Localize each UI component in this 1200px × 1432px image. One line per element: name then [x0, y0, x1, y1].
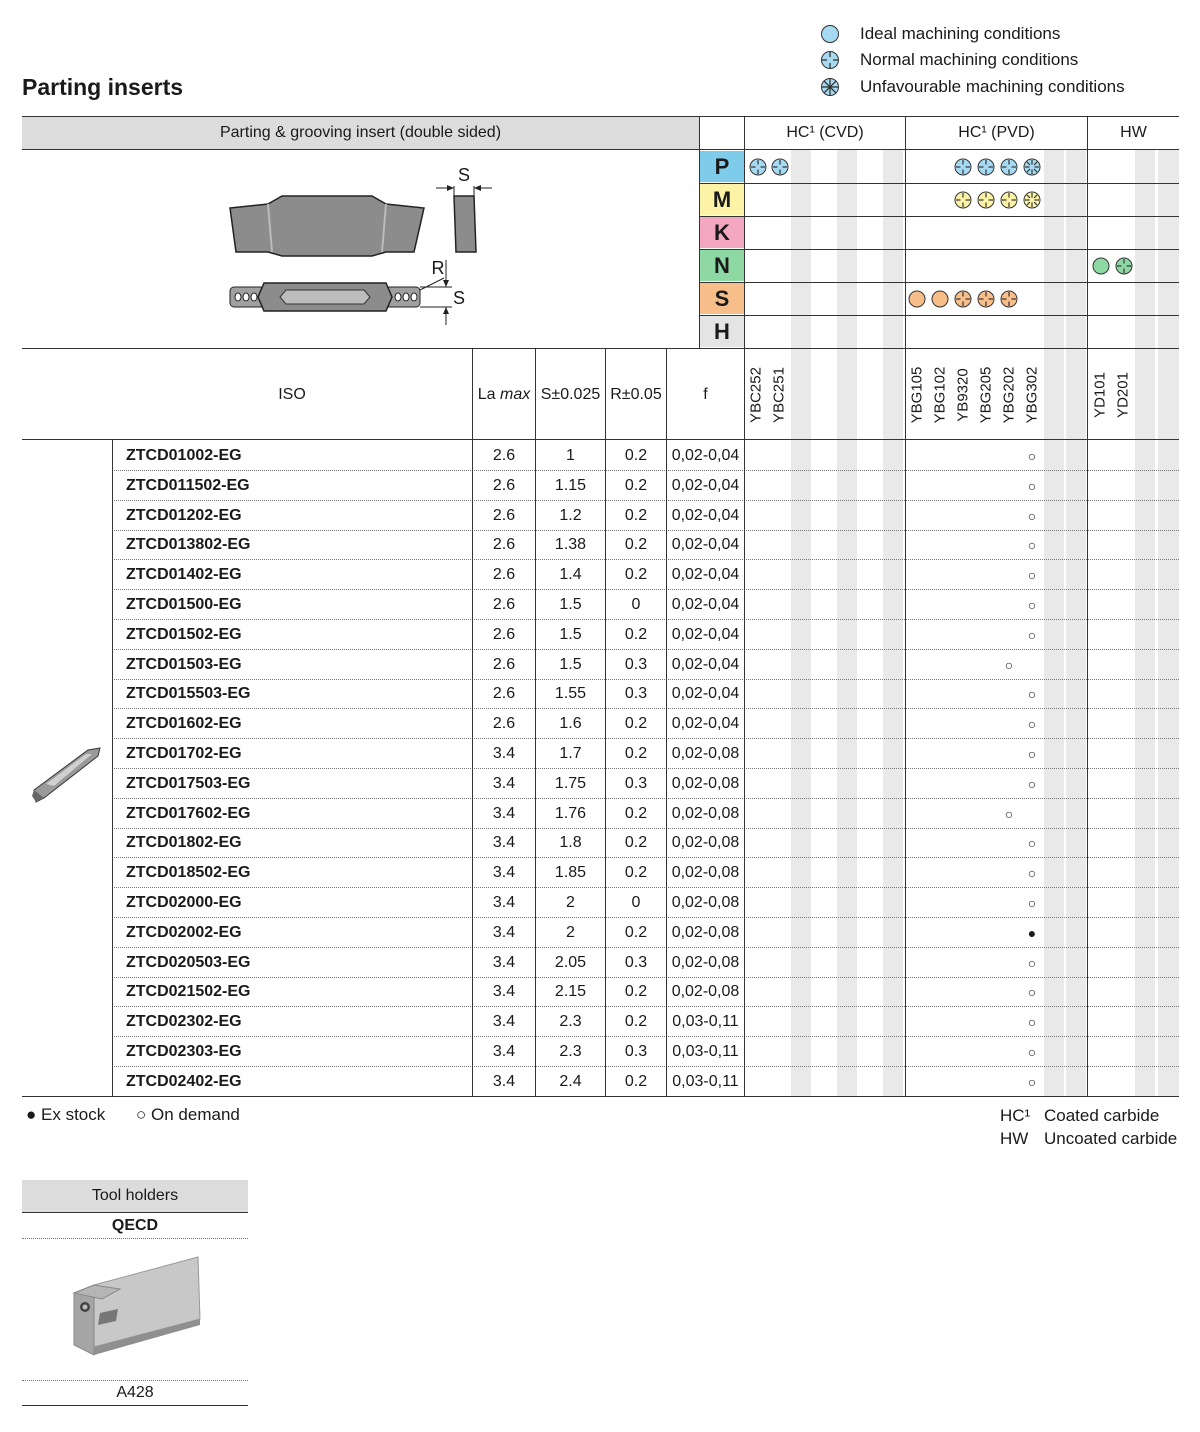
row-r: 0.3: [624, 953, 648, 971]
row-r: 0.2: [624, 745, 648, 762]
table-row: [22, 1067, 1179, 1097]
on-demand-mark: ○: [1027, 537, 1037, 554]
row-s: 2: [566, 923, 575, 941]
row-iso: ZTCD02302-EG: [126, 1013, 242, 1031]
table-row: [22, 590, 1179, 620]
vline-pvd: [905, 116, 906, 1097]
row-f: 0,03-0,11: [672, 1013, 739, 1031]
row-f: 0,02-0,04: [671, 476, 740, 494]
row-s: 1.2: [559, 506, 582, 524]
row-s: 1: [566, 447, 575, 464]
grade-header-ybg302: [1022, 352, 1042, 438]
vline-f: [666, 349, 667, 1097]
normal-condition-icon: [1114, 256, 1134, 276]
row-la: 2.6: [492, 625, 516, 643]
row-la: 2.6: [492, 566, 516, 584]
normal-condition-icon: [976, 157, 996, 177]
ideal-condition-icon: [1091, 256, 1111, 276]
grade-header-yd201: [1113, 352, 1133, 438]
row-f: 0,02-0,04: [671, 536, 740, 554]
on-demand-mark: ○: [1027, 686, 1037, 703]
row-la: 2.6: [492, 506, 516, 524]
normal-condition-icon: [770, 157, 790, 177]
tool-holders-header: Tool holders: [91, 1187, 179, 1204]
row-f: 0,02-0,04: [671, 506, 740, 524]
row-f: 0,02-0,08: [671, 804, 740, 822]
normal-condition-icon: [953, 289, 973, 309]
on-demand-mark: ○: [1004, 805, 1014, 822]
row-iso: ZTCD01702-EG: [126, 745, 242, 762]
row-f: 0,02-0,08: [671, 774, 740, 792]
row-f: 0,02-0,04: [671, 715, 740, 733]
grade-header-yd101: [1090, 352, 1110, 438]
row-s: 1.75: [554, 774, 587, 792]
row-la: 3.4: [492, 774, 516, 792]
row-r: 0.3: [624, 655, 648, 673]
row-f: 0,02-0,08: [671, 745, 740, 762]
row-r: 0.2: [624, 566, 648, 584]
dim-r: R: [431, 257, 445, 278]
grade-header-ybc251: [769, 352, 789, 438]
row-iso: ZTCD018502-EG: [126, 864, 251, 882]
row-f: 0,03-0,11: [672, 1072, 739, 1090]
grade-label: YBG302: [1023, 366, 1041, 424]
row-iso: ZTCD021502-EG: [126, 983, 251, 1001]
ex-stock-mark: ●: [1027, 924, 1037, 941]
insert-header: Parting & grooving insert (double sided): [219, 124, 502, 141]
row-s: 1.5: [559, 596, 582, 613]
on-demand-note: [136, 1105, 240, 1125]
on-demand-mark: ○: [1027, 716, 1037, 733]
row-la: 3.4: [492, 983, 516, 1001]
grade-label: YBC252: [747, 367, 765, 423]
row-r: 0.2: [624, 506, 648, 524]
row-s: 2.4: [559, 1072, 582, 1090]
unfavourable-circle-icon: [820, 77, 840, 97]
row-iso: ZTCD015503-EG: [126, 685, 251, 703]
row-la: 2.6: [492, 685, 516, 703]
grade-label: YD201: [1114, 372, 1132, 418]
on-demand-mark: ○: [1027, 626, 1037, 643]
on-demand-mark: ○: [1027, 1073, 1037, 1090]
table-row: [22, 709, 1179, 739]
row-r: 0.2: [624, 834, 648, 852]
table-row: [22, 888, 1179, 918]
ex-stock-label: Ex stock: [41, 1105, 106, 1124]
page-title: Parting inserts: [22, 74, 184, 100]
row-s: 2.3: [559, 1013, 582, 1031]
row-r: 0: [631, 894, 641, 911]
row-la: 3.4: [492, 1072, 516, 1090]
ideal-circle-icon: [820, 24, 840, 44]
material-p: P: [700, 151, 744, 182]
material-row-line: [700, 249, 1179, 250]
row-f: 0,02-0,08: [671, 923, 740, 941]
row-iso: ZTCD017503-EG: [126, 774, 251, 792]
tool-holder-page-ref[interactable]: A428: [116, 1384, 154, 1401]
header-bottom-line: [22, 149, 1179, 150]
table-row: [22, 530, 1179, 560]
row-f: 0,02-0,08: [671, 864, 740, 882]
table-row: [22, 441, 1179, 471]
row-iso: ZTCD01002-EG: [126, 447, 242, 464]
vline-la: [472, 349, 473, 1097]
table-row: [22, 560, 1179, 590]
table-top-line: [22, 116, 1179, 117]
row-r: 0.2: [624, 625, 648, 643]
col-r: R±0.05: [610, 386, 662, 403]
unfavourable-condition-icon: [1022, 190, 1042, 210]
tool-holder-photo: [70, 1255, 210, 1365]
tool-holder-bottom-line: [22, 1405, 248, 1406]
row-r: 0.2: [624, 476, 648, 494]
normal-condition-icon: [976, 289, 996, 309]
ideal-condition-icon: [907, 289, 927, 309]
row-la: 3.4: [492, 1013, 516, 1031]
table-bottom-line: [22, 1096, 1179, 1097]
row-s: 2.15: [554, 983, 587, 1001]
row-f: 0,02-0,08: [671, 894, 740, 911]
col-la-max: max: [500, 386, 531, 403]
row-r: 0.2: [624, 536, 648, 554]
vline-r: [605, 349, 606, 1097]
grade-label: YBC251: [770, 367, 788, 423]
grade-label: YBG105: [908, 366, 926, 424]
row-la: 2.6: [492, 596, 516, 613]
on-demand-mark: ○: [1027, 984, 1037, 1001]
row-la: 3.4: [492, 864, 516, 882]
row-iso: ZTCD01802-EG: [126, 834, 242, 852]
row-s: 1.7: [559, 745, 582, 762]
row-s: 1.55: [554, 685, 587, 703]
row-la: 2.6: [492, 715, 516, 733]
material-k: K: [700, 217, 744, 248]
row-r: 0.3: [624, 685, 648, 703]
legend-unfavourable-label: Unfavourable machining conditions: [860, 77, 1125, 96]
col-s: S±0.025: [540, 386, 601, 403]
material-row-line: [700, 183, 1179, 184]
row-f: 0,02-0,04: [671, 685, 740, 703]
on-demand-mark: ○: [1027, 1014, 1037, 1031]
grade-header-ybg102: [930, 352, 950, 438]
row-f: 0,02-0,04: [671, 447, 740, 464]
row-iso: ZTCD02002-EG: [126, 923, 242, 941]
grade-label: YBG205: [977, 366, 995, 424]
row-iso: ZTCD02402-EG: [126, 1072, 242, 1090]
row-iso: ZTCD01503-EG: [126, 655, 242, 673]
legend-normal-label: Normal machining conditions: [860, 50, 1079, 69]
row-la: 3.4: [492, 804, 516, 822]
dim-s-side: S: [452, 287, 465, 308]
table-row: [22, 471, 1179, 501]
group-pvd: HC¹ (PVD): [958, 124, 1035, 141]
table-row: [22, 501, 1179, 531]
material-n: N: [700, 250, 744, 281]
row-iso: ZTCD013802-EG: [126, 536, 251, 554]
tool-holder-name[interactable]: QECD: [111, 1217, 159, 1234]
on-demand-circle-icon: ○: [136, 1105, 147, 1124]
row-s: 1.6: [559, 715, 582, 733]
row-r: 0.2: [624, 804, 648, 822]
material-row-line: [700, 282, 1179, 283]
normal-circle-icon: [820, 50, 840, 70]
row-la: 3.4: [492, 923, 516, 941]
colhead-bottom-line: [22, 439, 1179, 440]
row-s: 1.8: [559, 834, 582, 852]
row-la: 2.6: [492, 655, 516, 673]
row-la: 3.4: [492, 953, 516, 971]
on-demand-mark: ○: [1004, 656, 1014, 673]
on-demand-mark: ○: [1027, 865, 1037, 882]
hw-desc: Uncoated carbide: [1044, 1129, 1178, 1148]
grade-label: YBG202: [1000, 366, 1018, 424]
unfavourable-condition-icon: [1022, 157, 1042, 177]
on-demand-mark: ○: [1027, 775, 1037, 792]
row-la: 3.4: [492, 834, 516, 852]
grade-label: YB9320: [954, 368, 972, 422]
col-la-label: La: [477, 386, 496, 403]
row-s: 1.4: [559, 566, 582, 584]
row-f: 0,02-0,08: [671, 834, 740, 852]
row-s: 2.05: [554, 953, 587, 971]
row-s: 1.85: [554, 864, 587, 882]
col-f: f: [703, 386, 708, 403]
ideal-condition-icon: [930, 289, 950, 309]
dim-s-top: S: [457, 164, 470, 185]
row-r: 0.2: [624, 923, 648, 941]
normal-condition-icon: [999, 157, 1019, 177]
normal-condition-icon: [999, 190, 1019, 210]
row-s: 1.5: [559, 655, 582, 673]
on-demand-mark: ○: [1027, 507, 1037, 524]
tool-holder-dotted-top: [22, 1238, 248, 1239]
row-r: 0.2: [624, 447, 648, 464]
on-demand-mark: ○: [1027, 895, 1037, 911]
row-la: 3.4: [492, 1043, 516, 1060]
row-s: 1.76: [554, 804, 587, 822]
material-row-line: [700, 315, 1179, 316]
on-demand-mark: ○: [1027, 746, 1037, 762]
row-la: 3.4: [492, 894, 516, 911]
row-iso: ZTCD02000-EG: [126, 894, 242, 911]
material-h: H: [700, 316, 744, 347]
table-row: [22, 650, 1179, 680]
on-demand-mark: ○: [1027, 567, 1037, 584]
row-f: 0,02-0,04: [671, 596, 740, 613]
row-f: 0,02-0,08: [671, 983, 740, 1001]
ex-stock-note: [26, 1105, 105, 1125]
vline-iso: [112, 440, 113, 1097]
vline-grades: [744, 116, 745, 1097]
on-demand-mark: ○: [1027, 954, 1037, 971]
row-f: 0,02-0,04: [671, 655, 740, 673]
table-row: [22, 858, 1179, 888]
row-r: 0.2: [624, 983, 648, 1001]
row-r: 0.2: [624, 1072, 648, 1090]
row-s: 1.15: [554, 476, 587, 494]
legend-ideal-label: Ideal machining conditions: [860, 24, 1061, 43]
on-demand-mark: ○: [1027, 477, 1037, 494]
row-iso: ZTCD020503-EG: [126, 953, 251, 971]
on-demand-mark: ○: [1027, 597, 1037, 613]
row-la: 3.4: [492, 745, 516, 762]
table-row: [22, 1007, 1179, 1037]
col-iso: ISO: [278, 386, 306, 403]
ex-stock-dot-icon: ●: [26, 1105, 37, 1124]
hc-code: HC¹: [1000, 1106, 1031, 1125]
material-row-line: [700, 216, 1179, 217]
row-iso: ZTCD01202-EG: [126, 506, 242, 524]
on-demand-mark: ○: [1027, 1044, 1037, 1060]
row-s: 1.5: [559, 625, 582, 643]
table-row: [22, 918, 1179, 948]
grade-header-yb9320: [953, 352, 973, 438]
row-r: 0.2: [624, 715, 648, 733]
row-s: 1.38: [554, 536, 587, 554]
row-la: 2.6: [492, 476, 516, 494]
hc-desc: Coated carbide: [1044, 1106, 1160, 1125]
grade-label: YD101: [1091, 372, 1109, 418]
drawing-bottom-line: [22, 348, 1179, 349]
row-r: 0.3: [624, 1043, 648, 1060]
table-row: [22, 769, 1179, 799]
row-r: 0.3: [624, 774, 648, 792]
col-la: [473, 352, 535, 438]
grade-label: YBG102: [931, 366, 949, 424]
normal-condition-icon: [976, 190, 996, 210]
table-row: [22, 948, 1179, 978]
grade-header-ybg202: [999, 352, 1019, 438]
row-s: 2.3: [559, 1043, 582, 1060]
normal-condition-icon: [953, 157, 973, 177]
vline-s: [535, 349, 536, 1097]
row-la: 2.6: [492, 447, 516, 464]
row-iso: ZTCD011502-EG: [126, 476, 250, 494]
row-f: 0,02-0,04: [671, 625, 740, 643]
row-f: 0,02-0,08: [671, 953, 740, 971]
grade-header-ybg105: [907, 352, 927, 438]
legend-normal: [820, 50, 1078, 70]
table-row: [22, 1037, 1179, 1067]
row-s: 2: [566, 894, 575, 911]
row-iso: ZTCD01500-EG: [126, 596, 242, 613]
row-iso: ZTCD017602-EG: [126, 804, 251, 822]
table-row: [22, 977, 1179, 1007]
row-iso: ZTCD01402-EG: [126, 566, 242, 584]
group-cvd: HC¹ (CVD): [786, 124, 864, 141]
row-r: 0.2: [624, 864, 648, 882]
table-row: [22, 679, 1179, 709]
material-m: M: [700, 184, 744, 215]
row-iso: ZTCD01502-EG: [126, 625, 242, 643]
normal-condition-icon: [999, 289, 1019, 309]
row-f: 0,02-0,04: [671, 566, 740, 584]
insert-photo: [28, 740, 104, 806]
vline-hw: [1087, 116, 1088, 1097]
row-la: 2.6: [492, 536, 516, 554]
normal-condition-icon: [748, 157, 768, 177]
on-demand-mark: ○: [1027, 448, 1037, 464]
on-demand-mark: ○: [1027, 835, 1037, 852]
table-row: [22, 828, 1179, 858]
row-r: 0: [631, 596, 641, 613]
table-row: [22, 799, 1179, 829]
group-hw: HW: [1120, 124, 1147, 141]
material-s: S: [700, 283, 744, 314]
row-iso: ZTCD02303-EG: [126, 1043, 242, 1060]
row-r: 0.2: [624, 1013, 648, 1031]
legend-unfavourable: [820, 77, 1125, 97]
grade-header-ybg205: [976, 352, 996, 438]
row-f: 0,03-0,11: [672, 1043, 739, 1060]
normal-condition-icon: [953, 190, 973, 210]
grade-header-ybc252: [746, 352, 766, 438]
vline-insert: [699, 116, 700, 349]
table-row: [22, 739, 1179, 769]
legend-ideal: [820, 24, 1060, 44]
table-row: [22, 620, 1179, 650]
hw-code: HW: [1000, 1129, 1029, 1148]
row-iso: ZTCD01602-EG: [126, 715, 242, 733]
on-demand-label: On demand: [151, 1105, 240, 1124]
